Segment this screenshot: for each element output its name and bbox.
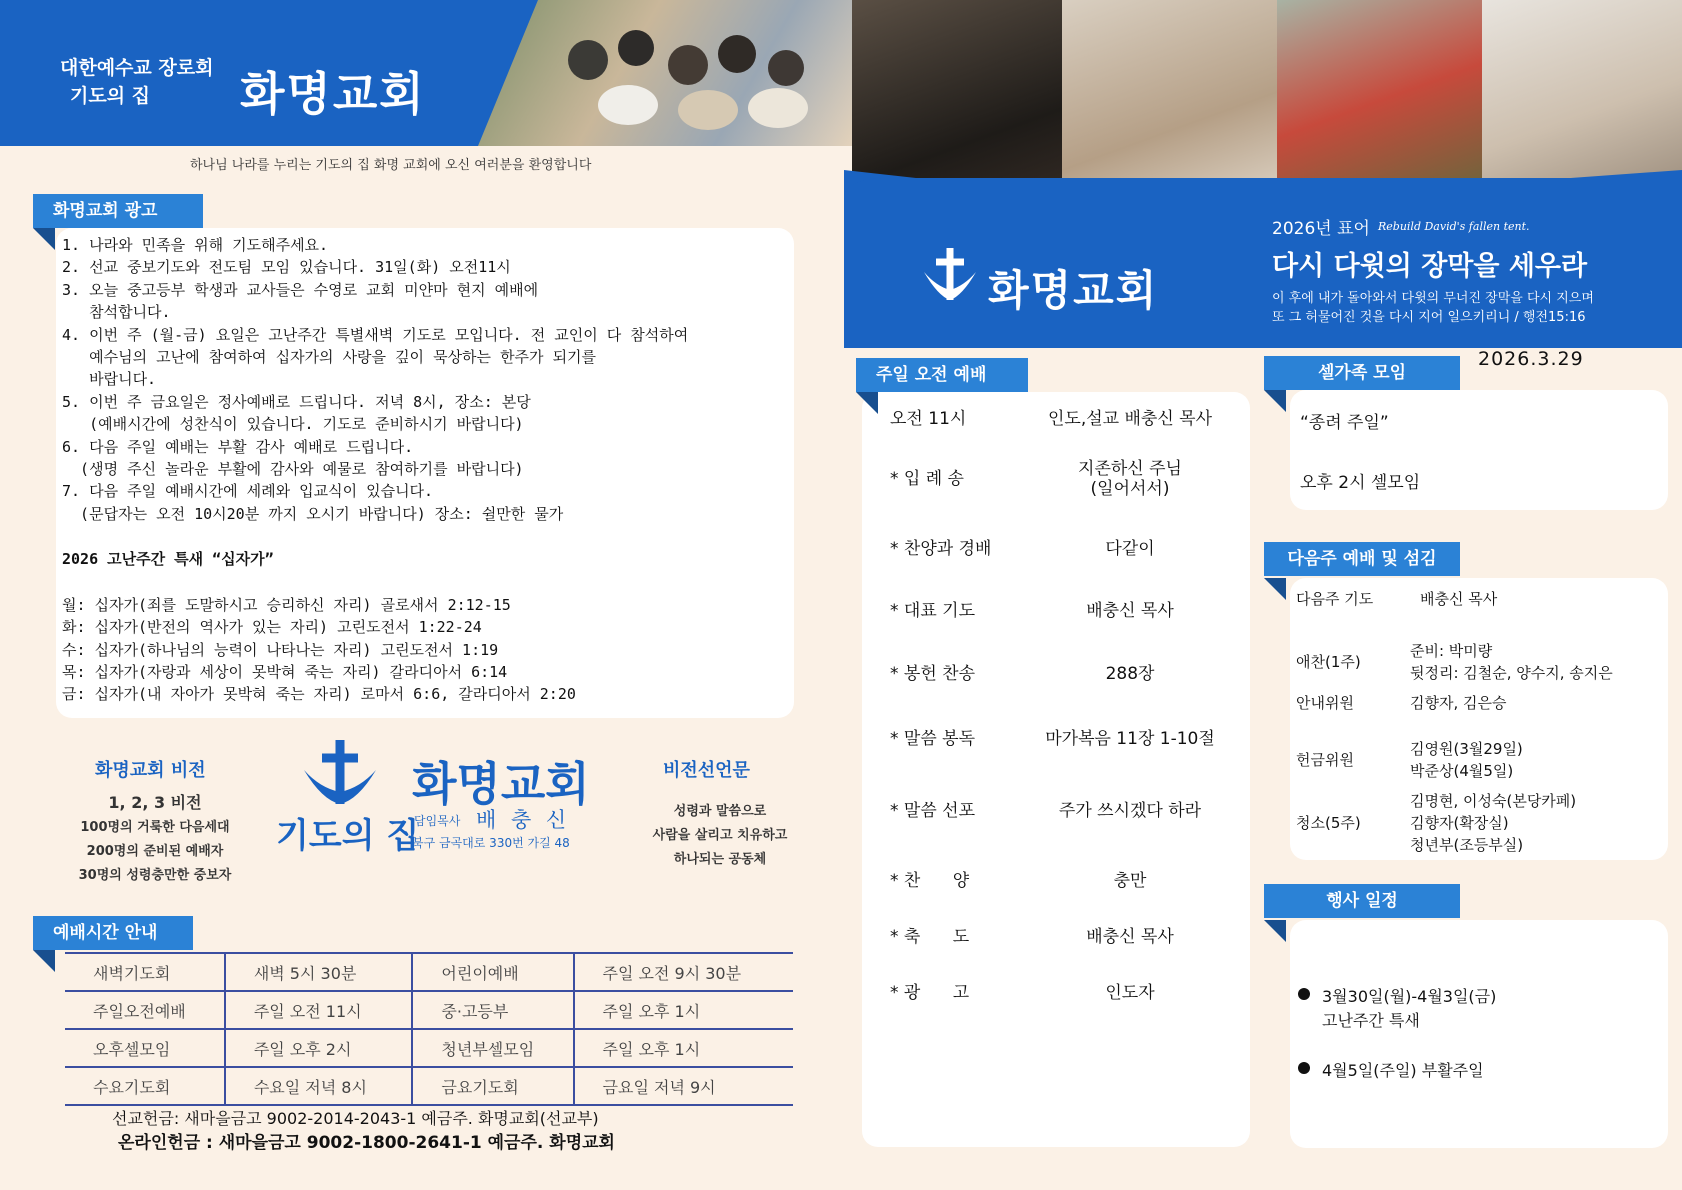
mission-offering: 선교헌금: 새마을금고 9002-2014-2043-1 예금주. 화명교회(선교부): [112, 1109, 599, 1128]
event-line: 4월5일(주일) 부활주일: [1322, 1061, 1484, 1080]
table-cell: 오후셀모임: [65, 1029, 225, 1067]
table-cell: 주일 오전 9시 30분: [574, 953, 793, 991]
service-item: * 대표 기도: [890, 601, 975, 621]
theme-church-name: 화명교회: [988, 266, 1159, 315]
table-cell: 새벽기도회: [65, 953, 225, 991]
denomination-line2: 기도의 집: [70, 85, 151, 107]
logo-house: 기도의 집: [276, 816, 420, 856]
next-value: 김향자(확장실): [1410, 814, 1509, 832]
church-name: 화명교회: [240, 67, 426, 121]
theme-verse-line1: 이 후에 내가 돌아와서 다윗의 무너진 장막을 다시 지으며: [1272, 291, 1594, 306]
service-detail: 인도자: [1105, 983, 1155, 1003]
special-line: 목: 십자가(자랑과 세상이 못박혀 죽는 자리) 갈라디아서 6:14: [62, 662, 508, 681]
denomination: [60, 54, 213, 110]
pastor-name: 배 충 신: [476, 808, 571, 832]
table-cell: 주일 오후 2시: [225, 1029, 413, 1067]
table-row: [65, 953, 793, 991]
pastor-title: 담임목사: [414, 814, 461, 828]
theme-subtitle: Rebuild David's fallen tent.: [1378, 220, 1530, 233]
church-address: 북구 금곡대로 330번 가길 48: [412, 836, 570, 850]
service-item: * 봉헌 찬송: [890, 664, 975, 684]
service-detail: 주가 쓰시겠다 하라: [1058, 801, 1202, 821]
next-prayer-value: 배충신 목사: [1420, 590, 1498, 608]
church-logo-icon: [920, 246, 980, 302]
table-cell: 수요일 저녁 8시: [225, 1067, 413, 1105]
announcement-line: 7. 다음 주일 예배시간에 세례와 입교식이 있습니다.: [62, 482, 434, 501]
cell-line1: “종려 주일”: [1300, 413, 1389, 433]
table-cell: 새벽 5시 30분: [225, 953, 413, 991]
next-role: 헌금위원: [1296, 751, 1354, 769]
announcement-line: 4. 이번 주 (월-금) 요일은 고난주간 특별새벽 기도로 모입니다. 전 교인이 다 참석하여: [62, 325, 689, 344]
service-panel: [862, 392, 1250, 1147]
declaration-title: 비전선언문: [663, 760, 750, 781]
announcement-line: 참석합니다.: [62, 303, 171, 322]
service-item: * 찬 양: [890, 871, 970, 891]
service-item: * 말씀 선포: [890, 801, 975, 821]
announcement-line: 3. 오늘 중고등부 학생과 교사들은 수영로 교회 미얀마 현지 예배에: [62, 280, 539, 299]
vision-line4: 30명의 성령충만한 중보자: [78, 868, 232, 883]
announcement-line: 바랍니다.: [62, 370, 157, 389]
announcement-line: 2. 선교 중보기도와 전도팀 모임 있습니다. 31일(화) 오전11시: [62, 258, 511, 277]
table-cell: 수요기도회: [65, 1067, 225, 1105]
table-cell: 주일 오후 1시: [574, 1029, 793, 1067]
table-row: [65, 991, 793, 1029]
announcement-line: 1. 나라와 민족을 위해 기도해주세요.: [62, 236, 329, 254]
table-cell: 청년부셀모임: [412, 1029, 573, 1067]
table-cell: 금요기도회: [412, 1067, 573, 1105]
theme-verse-line2: 또 그 허물어진 것을 다시 지어 일으키리니 / 행전15:16: [1272, 310, 1586, 325]
logo-church-name: 화명교회: [412, 757, 590, 811]
service-item: * 입 례 송: [890, 469, 964, 489]
declaration-line3: 하나되는 공동체: [673, 852, 767, 867]
service-detail: (일어서서): [1090, 479, 1170, 499]
table-cell: 주일오전예배: [65, 991, 225, 1029]
table-cell: 중·고등부: [412, 991, 573, 1029]
church-logo-icon: [300, 738, 380, 808]
service-item: * 찬양과 경배: [890, 539, 992, 559]
announcement-line: 예수님의 고난에 참여하여 십자가의 사랑을 깊이 묵상하는 한주가 되기를: [62, 348, 597, 366]
next-role: 애찬(1주): [1296, 653, 1361, 671]
next-value: 박준상(4월5일): [1410, 762, 1514, 780]
events-label: 행사 일정: [1264, 884, 1460, 918]
service-detail: 다같이: [1105, 539, 1155, 559]
table-cell: 주일 오후 1시: [574, 991, 793, 1029]
service-item: * 축 도: [890, 927, 970, 947]
service-detail: 지존하신 주님: [1078, 459, 1182, 479]
event-line: 3월30일(월)-4월3일(금): [1322, 987, 1497, 1006]
next-prayer-label: 다음주 기도: [1296, 590, 1374, 608]
vision-line3: 200명의 준비된 예배자: [86, 844, 224, 859]
vision-line1: 1, 2, 3 비전: [108, 793, 202, 812]
special-line: 화: 십자가(반전의 역사가 있는 자리) 고린도전서 1:22-24: [62, 618, 482, 637]
next-value: 김명현, 이성숙(본당카페): [1410, 792, 1577, 810]
bullet-icon: [1298, 1062, 1310, 1074]
theme-year: 2026년 표어: [1272, 219, 1370, 239]
service-detail: 마가복음 11장 1-10절: [1045, 729, 1215, 749]
cell-line2: 오후 2시 셀모임: [1300, 473, 1421, 493]
service-label: 주일 오전 예배: [856, 358, 1028, 392]
event-line: 고난주간 특새: [1322, 1011, 1420, 1030]
next-role: 안내위원: [1296, 694, 1354, 712]
special-title: 2026 고난주간 특새 “십자가”: [62, 550, 274, 568]
service-item: 오전 11시: [890, 409, 967, 429]
next-value: 김영원(3월29일): [1410, 740, 1523, 758]
vision-title: 화명교회 비전: [95, 760, 206, 781]
service-detail: 충만: [1113, 871, 1147, 891]
special-line: 금: 십자가(내 자아가 못박혀 죽는 자리) 로마서 6:6, 갈라디아서 2:20: [62, 685, 576, 704]
announcements-label: 화명교회 광고: [33, 194, 203, 228]
group-photo: [478, 0, 852, 146]
service-detail: 288장: [1105, 664, 1155, 684]
declaration-line1: 성령과 말씀으로: [673, 804, 767, 819]
special-line: 월: 십자가(죄를 도말하시고 승리하신 자리) 골로새서 2:12-15: [62, 596, 511, 614]
next-role: 청소(5주): [1296, 814, 1361, 832]
bullet-icon: [1298, 988, 1310, 1000]
table-row: [65, 1067, 793, 1105]
special-line: 수: 십자가(하나님의 능력이 나타나는 자리) 고린도전서 1:19: [62, 640, 499, 659]
service-detail: 배충신 목사: [1086, 927, 1174, 947]
next-value: 김향자, 김은승: [1410, 694, 1507, 712]
cell-label: 셀가족 모임: [1264, 356, 1460, 390]
announcement-line: (생명 주신 놀라운 부활에 감사와 예물로 참여하기를 바랍니다): [62, 460, 524, 478]
worship-times-label: 예배시간 안내: [33, 916, 193, 950]
denomination-line1: 대한예수교 장로회: [60, 57, 214, 79]
announcement-line: 6. 다음 주일 예배는 부활 감사 예배로 드립니다.: [62, 437, 414, 456]
announcement-line: (문답자는 오전 10시20분 까지 오시기 바랍니다) 장소: 쉴만한 물가: [62, 504, 564, 523]
announcement-line: 5. 이번 주 금요일은 정사예배로 드립니다. 저녁 8시, 장소: 본당: [62, 392, 531, 411]
table-cell: 주일 오전 11시: [225, 991, 413, 1029]
service-detail: 인도,설교 배충신 목사: [1047, 409, 1212, 429]
bulletin-date: 2026.3.29: [1478, 348, 1584, 370]
service-item: * 말씀 봉독: [890, 729, 975, 749]
next-week-label: 다음주 예배 및 섬김: [1264, 542, 1460, 576]
service-item: * 광 고: [890, 983, 970, 1003]
table-cell: 금요일 저녁 9시: [574, 1067, 793, 1105]
events-panel: [1290, 920, 1668, 1148]
next-value: 청년부(조등부실): [1410, 836, 1524, 854]
vision-line2: 100명의 거룩한 다음세대: [80, 820, 230, 835]
welcome-text: 하나님 나라를 누리는 기도의 집 화명 교회에 오신 여러분을 환영합니다: [190, 158, 592, 173]
online-offering: 온라인헌금 : 새마을금고 9002-1800-2641-1 예금주. 화명교회: [118, 1133, 615, 1153]
next-value: 준비: 박미량: [1410, 642, 1493, 660]
service-detail: 배충신 목사: [1086, 601, 1174, 621]
declaration-line2: 사람을 살리고 치유하고: [652, 828, 788, 843]
theme-title: 다시 다윗의 장막을 세우라: [1272, 251, 1588, 282]
table-cell: 어린이예배: [412, 953, 573, 991]
announcement-line: (예배시간에 성찬식이 있습니다. 기도로 준비하시기 바랍니다): [62, 415, 524, 434]
table-row: [65, 1029, 793, 1067]
next-value: 뒷정리: 김철순, 양수지, 송지은: [1410, 664, 1613, 682]
worship-times-table: [65, 952, 793, 1106]
